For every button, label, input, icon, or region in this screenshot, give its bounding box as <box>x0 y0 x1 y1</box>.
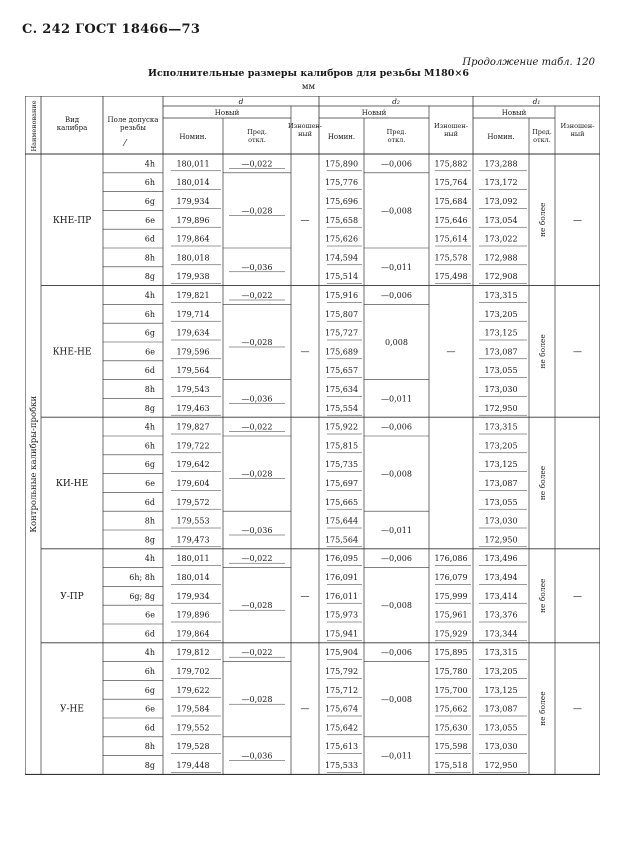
d2-deviation: —0,011 <box>381 526 412 535</box>
d1-worn-dash: — <box>573 347 582 358</box>
header-izn-line1: Изношен- <box>288 122 322 130</box>
d1-deviation-ne-bolee: не более <box>538 202 547 238</box>
d1-nominal: 172,908 <box>484 272 518 282</box>
d1-deviation-ne-bolee: не более <box>538 334 547 369</box>
tolerance-field: 6g <box>144 685 155 695</box>
table-continuation: Продолжение табл. 120 <box>462 57 595 68</box>
d-nominal: 179,827 <box>176 422 210 432</box>
d2-worn: 176,079 <box>434 573 468 582</box>
d2-worn: 175,578 <box>434 253 468 263</box>
d-nominal: 179,572 <box>176 497 210 507</box>
d1-nominal: 173,087 <box>484 347 518 357</box>
d2-worn: 175,598 <box>434 742 468 752</box>
tolerance-field: 8g <box>144 403 155 413</box>
d-nominal: 179,622 <box>176 685 210 695</box>
d-nominal: 179,604 <box>176 479 210 488</box>
header-vid-line2: калибра <box>56 124 88 132</box>
d1-nominal: 173,087 <box>484 704 518 714</box>
tolerance-field: 8g <box>144 535 155 545</box>
d-nominal: 179,896 <box>176 610 210 620</box>
d2-nominal: 176,091 <box>324 573 359 582</box>
header-group-d1: d₁ <box>532 97 541 106</box>
d1-nominal: 172,950 <box>484 403 518 413</box>
d2-worn: 175,662 <box>434 704 468 714</box>
header-pole-line1: Поле допуска <box>107 116 159 124</box>
d1-nominal: 173,022 <box>484 234 518 244</box>
header-pred-line1: Пред. <box>247 128 267 136</box>
header-group-d: d <box>238 97 244 106</box>
d2-nominal: 175,642 <box>324 723 359 733</box>
tolerance-field: 6d <box>144 629 155 639</box>
d2-nominal: 175,658 <box>324 215 359 225</box>
d1-nominal: 173,092 <box>484 197 518 206</box>
data-table <box>25 96 600 796</box>
d-deviation: —0,036 <box>241 262 273 272</box>
tolerance-field: 8h <box>144 742 155 752</box>
d2-deviation: —0,006 <box>381 291 412 300</box>
d2-nominal: 175,941 <box>324 629 359 639</box>
d2-worn: 175,646 <box>434 215 468 225</box>
d2-nominal: 175,634 <box>324 385 359 394</box>
header-pred-line2: откл. <box>533 136 551 144</box>
d2-nominal: 175,613 <box>324 742 359 752</box>
d2-worn: 175,764 <box>434 178 468 188</box>
d1-nominal: 173,054 <box>484 215 518 225</box>
d-deviation: —0,036 <box>241 394 273 404</box>
tolerance-field: 6d <box>144 234 155 244</box>
d2-nominal: 175,973 <box>324 610 359 620</box>
d2-nominal: 175,644 <box>324 516 359 526</box>
d2-nominal: 175,697 <box>324 479 359 488</box>
header-pred-line2: откл. <box>387 136 406 144</box>
d2-nominal: 175,665 <box>324 497 359 507</box>
table-units: мм <box>301 82 316 92</box>
tolerance-field: 6g <box>144 197 155 206</box>
d-nominal: 180,018 <box>176 253 210 263</box>
header-pred-line2: откл. <box>248 136 266 144</box>
caliber-name: КНЕ-ПР <box>52 215 92 226</box>
d2-nominal: 175,776 <box>324 178 359 188</box>
d2-deviation: —0,006 <box>381 422 412 432</box>
caliber-name: КИ-НЕ <box>55 479 89 489</box>
header-pred-line1: Пред. <box>532 128 552 136</box>
d-deviation: —0,028 <box>241 695 273 705</box>
d1-nominal: 173,315 <box>484 648 518 658</box>
header-nomin: Номин. <box>179 133 207 141</box>
tolerance-field: 6g <box>144 460 155 470</box>
d2-nominal: 175,735 <box>324 460 359 470</box>
d-nominal: 179,448 <box>176 761 210 770</box>
d1-nominal: 173,315 <box>484 291 518 300</box>
d2-worn-dash: — <box>446 347 456 358</box>
d2-nominal: 175,564 <box>324 535 359 545</box>
d-nominal: 180,011 <box>176 554 210 564</box>
page-header: С. 242 ГОСТ 18466—73 <box>22 22 201 37</box>
d-nominal: 179,896 <box>176 215 210 225</box>
d1-nominal: 173,205 <box>484 441 518 451</box>
d2-nominal: 175,792 <box>324 667 359 676</box>
d2-worn: 175,961 <box>434 610 468 620</box>
d2-nominal: 175,904 <box>324 648 359 658</box>
d1-nominal: 173,125 <box>484 460 518 470</box>
d1-nominal: 173,496 <box>484 554 518 564</box>
d2-worn: 175,999 <box>434 591 468 601</box>
d1-nominal: 172,950 <box>484 761 518 770</box>
tolerance-field: 4h <box>144 291 155 300</box>
d1-nominal: 173,205 <box>484 309 518 319</box>
header-izn-line2: ный <box>444 130 458 138</box>
tolerance-field: 6e <box>145 610 155 620</box>
tolerance-field: 8g <box>144 272 155 282</box>
d-nominal: 179,934 <box>176 591 210 601</box>
d1-nominal: 173,030 <box>484 385 518 394</box>
tolerance-field: 6e <box>145 215 155 225</box>
d2-worn: 175,498 <box>434 272 468 282</box>
tolerance-field: 4h <box>144 648 155 658</box>
tolerance-field: 6h <box>144 178 155 188</box>
header-nomin: Номин. <box>327 133 356 141</box>
tolerance-field: 6e <box>145 479 155 488</box>
d2-deviation: —0,011 <box>381 751 412 761</box>
d2-nominal: 175,890 <box>324 159 359 169</box>
d2-worn: 175,895 <box>434 648 468 658</box>
d2-nominal: 175,727 <box>324 328 359 338</box>
d2-nominal: 175,657 <box>324 366 359 376</box>
header-pred-line1: Пред. <box>386 128 407 136</box>
d2-nominal: 175,916 <box>324 291 359 300</box>
d2-deviation: —0,008 <box>381 206 412 216</box>
d-nominal: 179,934 <box>176 197 210 206</box>
d2-nominal: 175,626 <box>324 234 359 244</box>
d1-deviation-ne-bolee: не более <box>538 465 547 501</box>
d-nominal: 179,463 <box>176 403 210 413</box>
d-nominal: 179,864 <box>176 234 210 244</box>
d2-nominal: 175,807 <box>324 309 359 319</box>
d2-nominal: 175,815 <box>324 441 359 451</box>
d2-deviation: —0,011 <box>381 394 412 404</box>
header-novyi: Новый <box>214 109 240 117</box>
d-deviation: —0,022 <box>241 648 273 658</box>
d-deviation: —0,036 <box>241 526 273 535</box>
d-deviation: —0,036 <box>241 751 273 761</box>
d2-deviation: —0,006 <box>381 554 412 564</box>
tolerance-field: 6e <box>145 347 155 357</box>
d-deviation: —0,028 <box>241 206 273 216</box>
d-nominal: 179,938 <box>176 272 210 282</box>
d1-nominal: 172,950 <box>484 535 518 545</box>
header-izn-line1: Изношен- <box>560 122 595 130</box>
d1-nominal: 173,288 <box>484 159 518 169</box>
d1-worn-dash: — <box>573 215 582 226</box>
d-nominal: 179,864 <box>176 629 210 639</box>
d-nominal: 179,552 <box>176 723 210 733</box>
header-pole-mark: ⁄ <box>124 139 126 149</box>
d2-deviation: —0,008 <box>381 695 412 705</box>
d2-nominal: 174,594 <box>324 253 359 263</box>
d-deviation: —0,022 <box>241 159 273 169</box>
header-izn-line2: ный <box>298 130 312 138</box>
header-naimenovanie: Наименование <box>30 100 38 152</box>
d1-nominal: 173,125 <box>484 685 518 695</box>
d2-deviation: 0,008 <box>385 338 408 347</box>
tolerance-field: 6d <box>144 723 155 733</box>
d-nominal: 179,596 <box>176 347 210 357</box>
d-nominal: 179,543 <box>176 385 210 394</box>
d1-nominal: 173,494 <box>484 573 518 582</box>
d-worn-dash: — <box>300 591 310 602</box>
header-pole-line2: резьбы <box>119 124 147 132</box>
d2-worn: 175,614 <box>434 234 468 244</box>
d2-nominal: 176,011 <box>324 591 359 601</box>
d1-nominal: 173,414 <box>484 591 518 601</box>
tolerance-field: 8g <box>144 761 155 770</box>
group-label-rotated: Контрольные калибры-пробки <box>29 395 39 533</box>
d2-worn: 175,882 <box>434 159 468 169</box>
tolerance-field: 8h <box>144 516 155 526</box>
d1-worn-dash: — <box>573 704 582 715</box>
d2-worn: 175,780 <box>434 667 468 676</box>
tolerance-field: 6d <box>144 366 155 376</box>
d1-nominal: 173,315 <box>484 422 518 432</box>
d-worn-dash: — <box>300 215 310 226</box>
d-nominal: 179,553 <box>176 516 210 526</box>
d1-nominal: 173,172 <box>484 178 518 188</box>
d2-nominal: 175,712 <box>324 685 359 695</box>
header-group-d2: d₂ <box>392 97 400 106</box>
d1-nominal: 173,205 <box>484 667 518 676</box>
d2-nominal: 175,922 <box>324 422 359 432</box>
d1-nominal: 173,055 <box>484 497 518 507</box>
header-izn-line2: ный <box>570 130 585 138</box>
d2-deviation: —0,008 <box>381 601 412 611</box>
tolerance-field: 4h <box>144 422 155 432</box>
d2-nominal: 175,696 <box>324 197 359 206</box>
table-title: Исполнительные размеры калибров для резьбы M180×6 <box>148 68 469 79</box>
d2-nominal: 175,514 <box>324 272 359 282</box>
d1-nominal: 173,055 <box>484 366 518 376</box>
tolerance-field: 6d <box>144 497 155 507</box>
d1-worn-dash: — <box>573 591 582 602</box>
tolerance-field: 6h <box>144 667 155 676</box>
d-deviation: —0,022 <box>241 291 273 300</box>
d2-nominal: 175,533 <box>324 761 359 770</box>
d2-nominal: 175,689 <box>324 347 359 357</box>
d2-worn: 175,700 <box>434 685 468 695</box>
tolerance-field: 6e <box>145 704 155 714</box>
header-novyi: Новый <box>361 109 387 117</box>
d-nominal: 179,564 <box>176 366 210 376</box>
d-nominal: 179,584 <box>176 704 210 714</box>
d2-nominal: 175,674 <box>324 704 359 714</box>
d1-nominal: 173,030 <box>484 742 518 752</box>
tolerance-field: 6g; 8g <box>129 591 155 601</box>
header-nomin: Номин. <box>487 133 515 141</box>
tolerance-field: 4h <box>144 554 155 564</box>
d-nominal: 180,014 <box>176 573 210 582</box>
d1-nominal: 173,087 <box>484 479 518 488</box>
d1-nominal: 173,344 <box>484 629 518 639</box>
d2-worn: 175,630 <box>434 723 468 733</box>
d-nominal: 179,634 <box>176 328 210 338</box>
d-deviation: —0,022 <box>241 422 273 432</box>
d-nominal: 179,821 <box>176 291 210 300</box>
d-deviation: —0,022 <box>241 554 273 564</box>
tolerance-field: 6h <box>144 441 155 451</box>
tolerance-field: 4h <box>144 159 155 169</box>
d-nominal: 180,014 <box>176 178 210 188</box>
tolerance-field: 6h; 8h <box>129 573 155 582</box>
d1-deviation-ne-bolee: не более <box>538 691 547 726</box>
tolerance-field: 8h <box>144 253 155 263</box>
d1-nominal: 173,376 <box>484 610 518 620</box>
d1-nominal: 172,988 <box>484 253 518 263</box>
d-nominal: 179,722 <box>176 441 210 451</box>
d-nominal: 179,812 <box>176 648 210 658</box>
caliber-name: У-ПР <box>60 591 84 602</box>
d-nominal: 180,011 <box>176 159 210 169</box>
d-deviation: —0,028 <box>241 469 273 479</box>
caliber-name: У-НЕ <box>60 704 84 715</box>
d1-nominal: 173,030 <box>484 516 518 526</box>
d2-deviation: —0,011 <box>381 262 412 272</box>
d2-worn: 175,684 <box>434 197 468 206</box>
d2-deviation: —0,006 <box>381 648 412 658</box>
d2-worn: 176,086 <box>434 554 468 564</box>
d-deviation: —0,028 <box>241 338 273 347</box>
tolerance-field: 6h <box>144 309 155 319</box>
d-worn-dash: — <box>300 704 310 715</box>
d-nominal: 179,473 <box>176 535 210 545</box>
d-deviation: —0,028 <box>241 601 273 611</box>
d-nominal: 179,714 <box>176 309 210 319</box>
header-novyi: Новый <box>501 109 527 117</box>
header-izn-line1: Изношен- <box>434 122 468 130</box>
d-worn-dash: — <box>300 347 310 358</box>
d2-nominal: 176,095 <box>324 554 359 564</box>
header-vid-line1: Вид <box>64 116 80 124</box>
d2-worn: 175,929 <box>434 629 468 639</box>
caliber-name: КНЕ-НЕ <box>52 347 92 358</box>
d2-nominal: 175,554 <box>324 403 359 413</box>
d-nominal: 179,702 <box>176 667 210 676</box>
d2-deviation: —0,008 <box>381 469 412 479</box>
d-nominal: 179,528 <box>176 742 210 752</box>
d2-worn: 175,518 <box>434 761 468 770</box>
d2-deviation: —0,006 <box>381 159 412 169</box>
tolerance-field: 6g <box>144 328 155 338</box>
d-nominal: 179,642 <box>176 460 210 470</box>
d1-nominal: 173,055 <box>484 723 518 733</box>
d1-nominal: 173,125 <box>484 328 518 338</box>
tolerance-field: 8h <box>144 385 155 394</box>
d1-deviation-ne-bolee: не более <box>538 578 547 614</box>
